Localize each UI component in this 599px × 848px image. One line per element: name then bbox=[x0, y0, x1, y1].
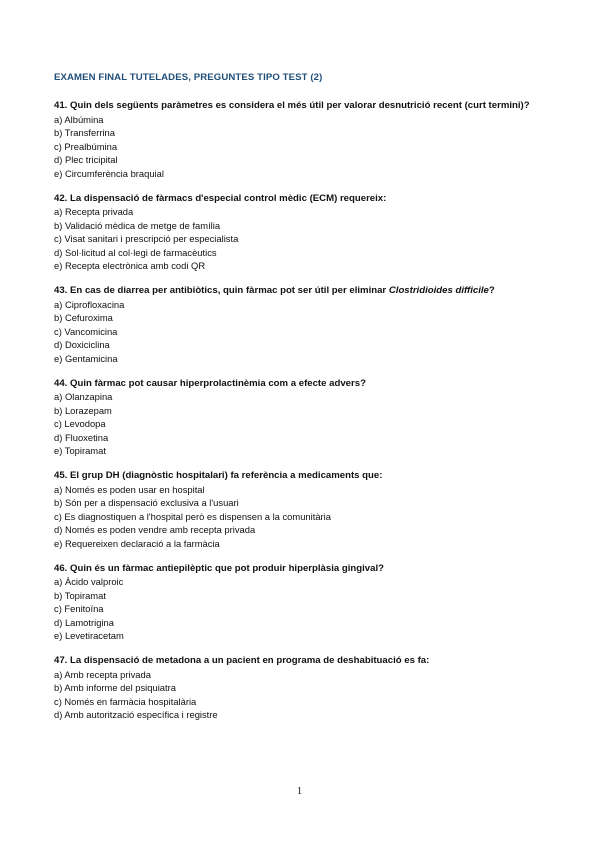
question-text bbox=[54, 284, 554, 298]
answer-option: e) Recepta electrònica amb codi QR bbox=[54, 260, 206, 271]
question-number: 45. bbox=[54, 470, 68, 481]
answer-option: a) Recepta privada bbox=[54, 206, 134, 217]
question-number: 43. bbox=[54, 285, 68, 296]
question-block bbox=[54, 284, 554, 365]
answer-options bbox=[54, 390, 554, 458]
question-number: 46. bbox=[54, 562, 68, 574]
answer-option: c) Levodopa bbox=[54, 418, 106, 429]
question-number: 44. bbox=[54, 377, 68, 389]
answer-options bbox=[54, 113, 554, 181]
answer-option: c) Vancomicina bbox=[54, 325, 118, 337]
page-number: 1 bbox=[296, 786, 303, 797]
answer-option: d) Sol·licitud al col·legi de farmacèutics bbox=[54, 246, 217, 258]
question-text bbox=[54, 654, 554, 668]
answer-option: a) Àcido valproic bbox=[54, 576, 124, 587]
answer-option: b) Són per a dispensació exclusiva a l'usuari bbox=[54, 497, 239, 508]
question-stem: Quin dels següents paràmetres es considera el més útil per valorar desnutrició recent (curt termini)? bbox=[70, 100, 530, 111]
question-number: 41. bbox=[54, 100, 68, 111]
answer-option: d) Amb autorització específica i registre bbox=[54, 709, 218, 720]
answer-option: a) Ciprofloxacina bbox=[54, 298, 125, 310]
answer-option: e) Requereixen declaració a la farmàcia bbox=[54, 537, 220, 549]
answer-option: a) Olanzapina bbox=[54, 391, 113, 402]
question-block bbox=[54, 469, 554, 550]
answer-option: a) Només es poden usar en hospital bbox=[54, 483, 205, 495]
answer-option: b) Validació mèdica de metge de família bbox=[54, 219, 221, 231]
question-list bbox=[54, 99, 554, 733]
answer-options bbox=[54, 205, 554, 273]
answer-options bbox=[54, 483, 554, 551]
answer-option: c) Fenitoïna bbox=[54, 603, 104, 614]
question-text bbox=[54, 562, 554, 576]
question-stem: En cas de diarrea per antibiòtics, quin fàrmac pot ser útil per eliminar bbox=[70, 285, 389, 296]
question-block bbox=[54, 377, 554, 458]
document-title: EXAMEN FINAL TUTELADES, PREGUNTES TIPO TEST (2) bbox=[54, 72, 323, 83]
answer-option: e) Circumferència braquial bbox=[54, 167, 164, 179]
answer-options bbox=[54, 575, 554, 643]
answer-option: b) Lorazepam bbox=[54, 404, 112, 416]
answer-option: b) Topiramat bbox=[54, 589, 106, 601]
question-text bbox=[54, 377, 554, 391]
answer-option: d) Lamotrigina bbox=[54, 616, 114, 628]
question-block bbox=[54, 654, 554, 722]
answer-options bbox=[54, 668, 554, 722]
answer-option: a) Amb recepta privada bbox=[54, 668, 151, 680]
answer-option: b) Amb informe del psiquiatra bbox=[54, 682, 176, 693]
answer-option: d) Només es poden vendre amb recepta privada bbox=[54, 524, 256, 535]
question-italic-term: Clostridioides difficile bbox=[388, 285, 489, 296]
question-text bbox=[54, 192, 554, 206]
question-stem: La dispensació de fàrmacs d'especial control mèdic (ECM) requereix: bbox=[70, 192, 387, 204]
answer-option: b) Cefuroxima bbox=[54, 312, 113, 323]
answer-option: e) Levetiracetam bbox=[54, 630, 124, 641]
question-number: 42. bbox=[54, 192, 68, 204]
question-block bbox=[54, 562, 554, 643]
answer-option: c) Visat sanitari i prescripció per especialista bbox=[54, 233, 239, 244]
answer-option: a) Albúmina bbox=[54, 113, 104, 125]
answer-option: d) Doxiciclina bbox=[54, 339, 110, 350]
answer-option: e) Gentamicina bbox=[54, 352, 118, 364]
answer-option: b) Transferrina bbox=[54, 127, 115, 138]
answer-option: c) Prealbúmina bbox=[54, 140, 118, 152]
answer-options bbox=[54, 298, 554, 366]
answer-option: d) Plec tricipital bbox=[54, 154, 118, 165]
answer-option: c) Només en farmàcia hospitalària bbox=[54, 695, 197, 707]
question-text bbox=[54, 99, 554, 113]
question-stem: El grup DH (diagnòstic hospitalari) fa referència a medicaments que: bbox=[70, 470, 383, 481]
question-stem-end: ? bbox=[488, 285, 495, 296]
question-stem: Quin és un fàrmac antiepilèptic que pot produir hiperplàsia gingival? bbox=[70, 562, 384, 574]
question-stem: La dispensació de metadona a un pacient en programa de deshabituació es fa: bbox=[70, 655, 430, 666]
answer-option: c) Es diagnostiquen a l'hospital però es dispensen a la comunitària bbox=[54, 510, 331, 522]
question-block bbox=[54, 192, 554, 273]
answer-option: d) Fluoxetina bbox=[54, 431, 109, 443]
question-text bbox=[54, 469, 554, 483]
answer-option: e) Topiramat bbox=[54, 445, 106, 456]
question-stem: Quin fàrmac pot causar hiperprolactinèmia com a efecte advers? bbox=[70, 377, 366, 389]
question-number: 47. bbox=[54, 655, 68, 666]
question-block bbox=[54, 99, 554, 180]
